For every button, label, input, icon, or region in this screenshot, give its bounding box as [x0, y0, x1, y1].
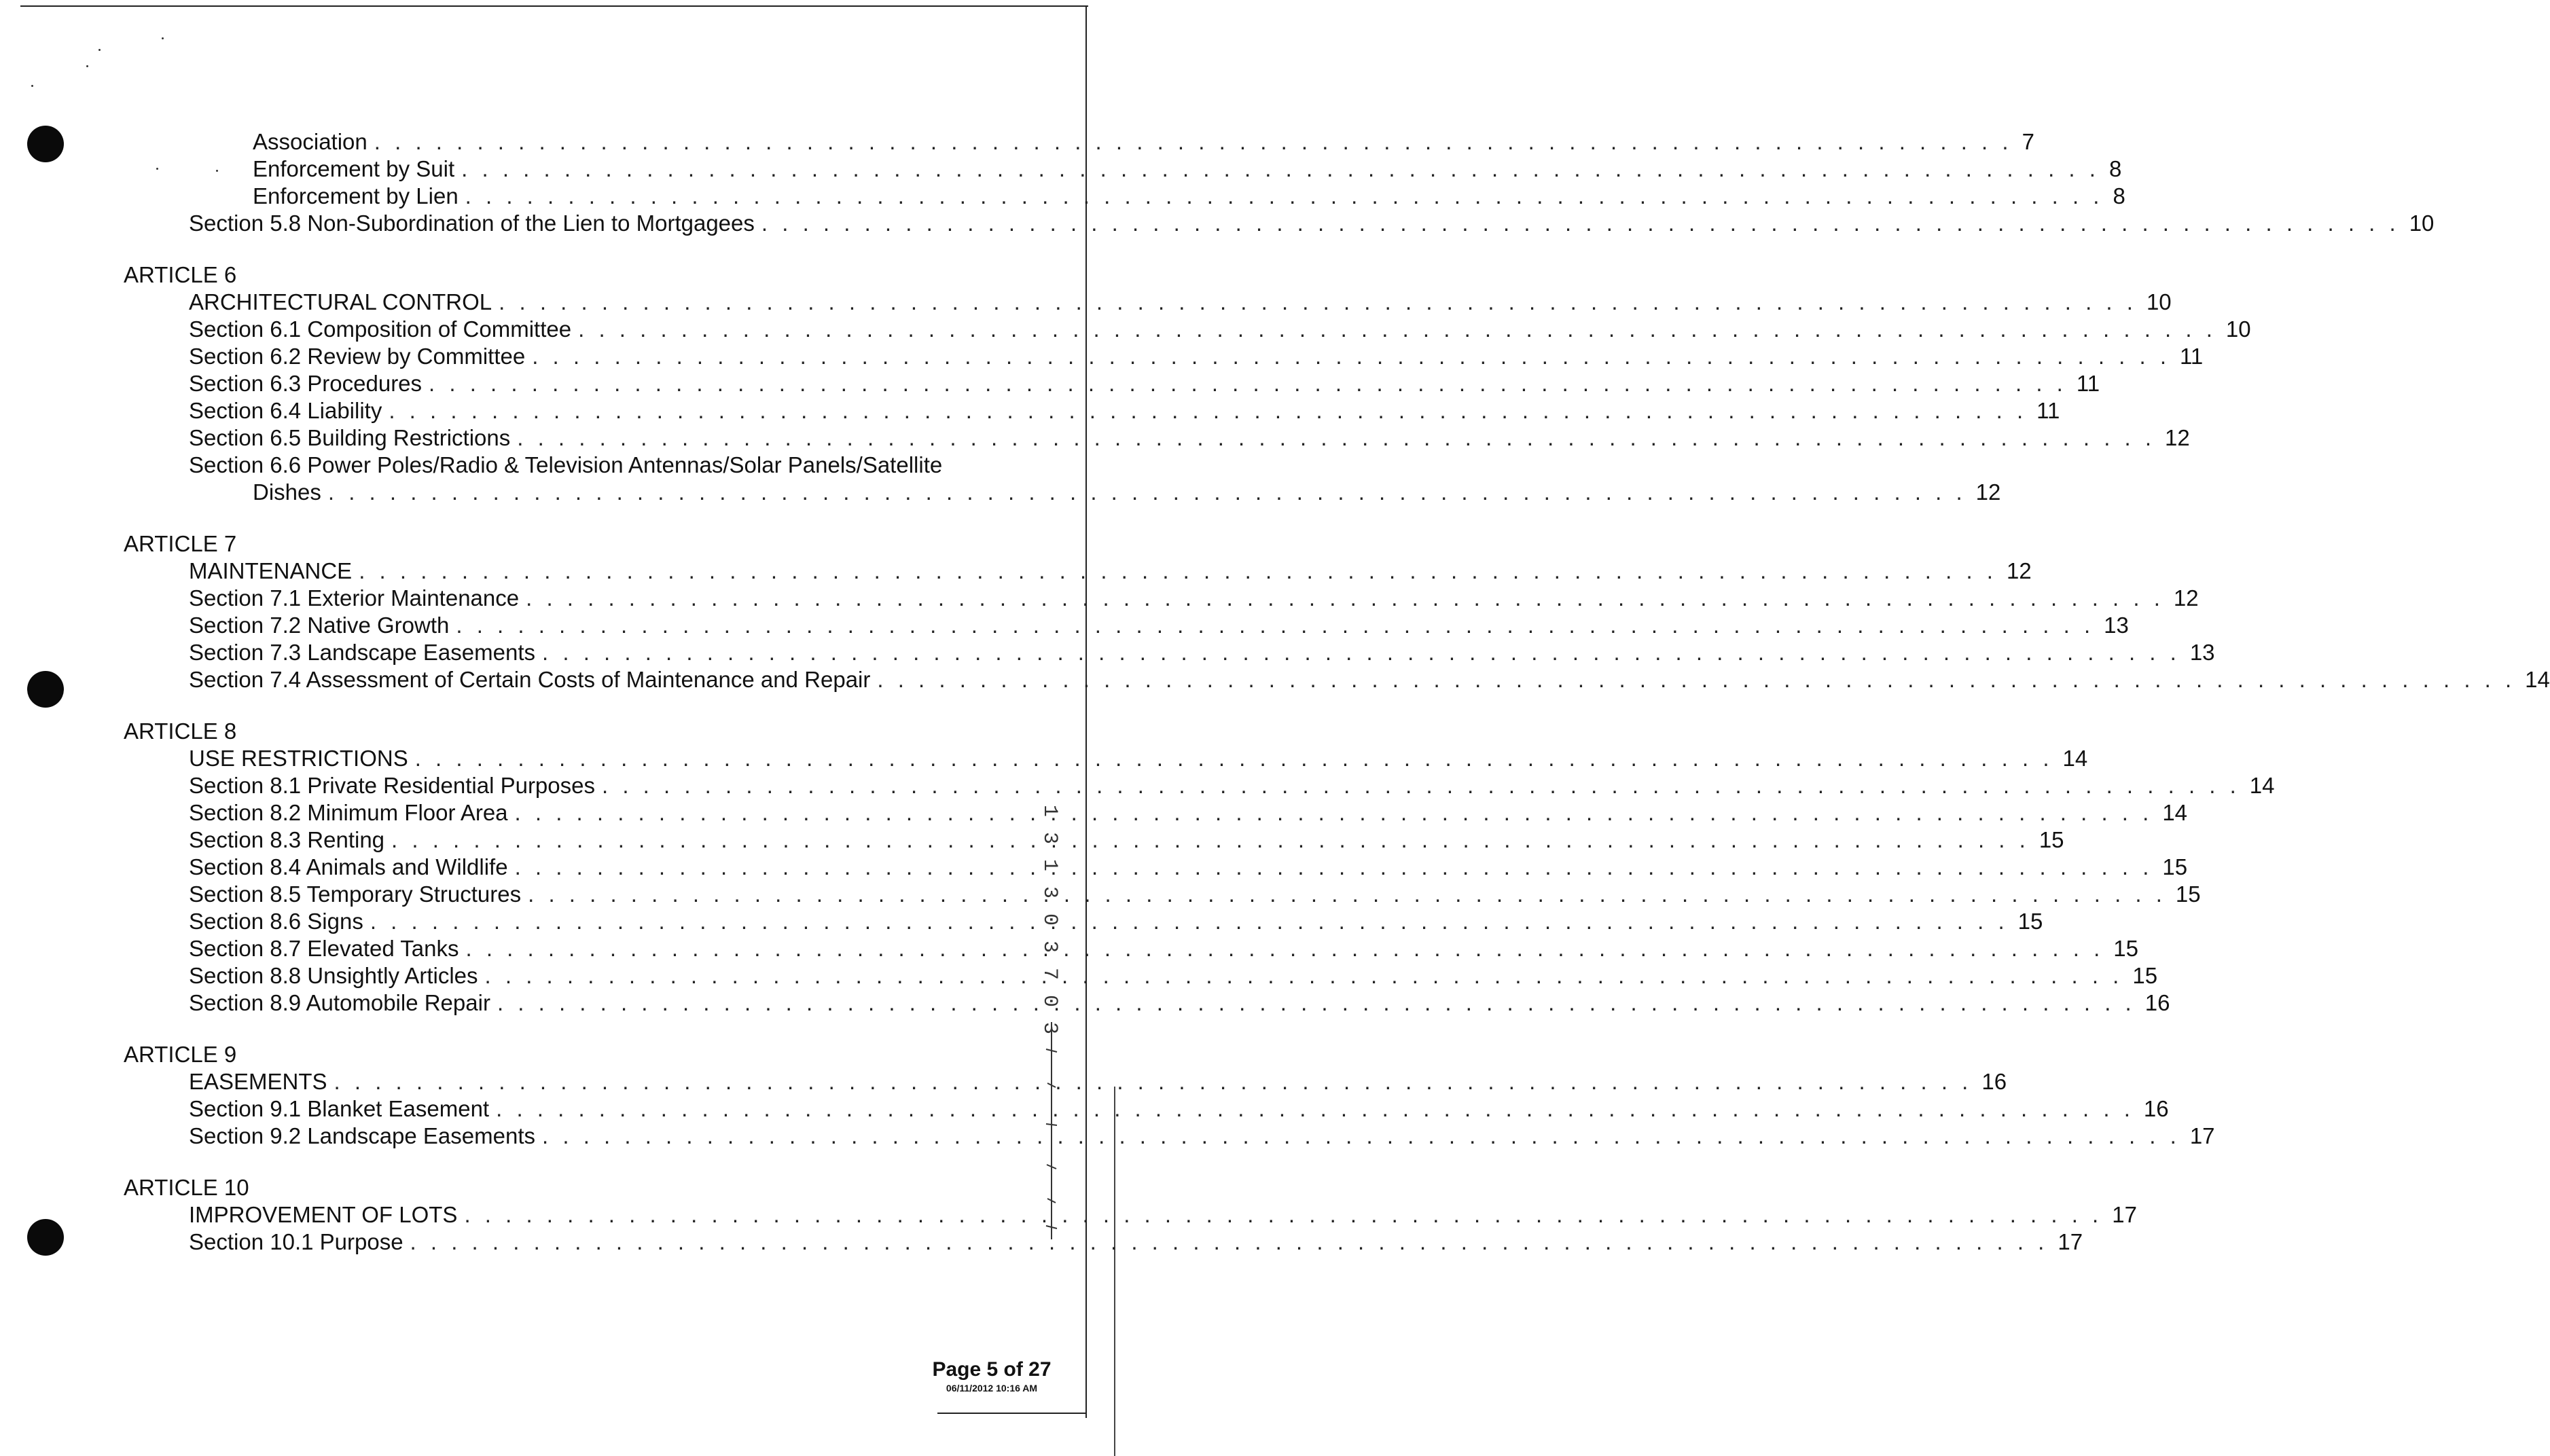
leader-dots: . . . . . . . . . . . . . . . . . . . . . . . . . . . . . . . . . . . . . . . . . . . . . . . . . . . . . . . . . . . . . . . . . . . . . . . . . . . . . . . .	[389, 398, 2028, 423]
toc-entry	[189, 211, 2435, 236]
toc-entry	[253, 479, 2001, 505]
toc-entry	[189, 936, 2138, 962]
toc-entry	[189, 963, 2158, 989]
toc-entry	[189, 316, 2251, 342]
toc-entry-title: Section 6.6 Power Poles/Radio & Television Antennas/Solar Panels/Satellite	[189, 452, 943, 477]
punch-hole-middle	[27, 671, 64, 708]
article-heading: ARTICLE 10	[124, 1175, 249, 1200]
toc-page-number: 11	[2076, 371, 2100, 396]
toc-page-number: 15	[2162, 854, 2188, 879]
toc-entry-title: Section 8.3 Renting	[189, 827, 385, 852]
toc-entry-title: Section 8.4 Animals and Wildlife	[189, 854, 508, 879]
toc-page-number: 17	[2112, 1202, 2137, 1227]
toc-page-number: 15	[2017, 909, 2043, 934]
leader-dots: . . . . . . . . . . . . . . . . . . . . . . . . . . . . . . . . . . . . . . . . . . . . . . . . . . . . . . . . . . . . . . . . . . . . . . . . . . . . . . . .	[514, 854, 2153, 879]
leader-dots: . . . . . . . . . . . . . . . . . . . . . . . . . . . . . . . . . . . . . . . . . . . . . . . . . . . . . . . . . . . . . . . . . . . . . . . . . . . . . . . .	[761, 211, 2400, 236]
leader-dots: . . . . . . . . . . . . . . . . . . . . . . . . . . . . . . . . . . . . . . . . . . . . . . . . . . . . . . . . . . . . . . . . . . . . . . . . . . . . . . . .	[461, 156, 2100, 181]
leader-dots: . . . . . . . . . . . . . . . . . . . . . . . . . . . . . . . . . . . . . . . . . . . . . . . . . . . . . . . . . . . . . . . . . . . . . . . . . . . . . . . .	[497, 990, 2136, 1015]
toc-entry	[189, 613, 2129, 638]
toc-entry-title: Association	[253, 129, 367, 154]
toc-entry	[189, 800, 2188, 826]
page-footer	[924, 1358, 1060, 1394]
toc-entry-title: Section 8.9 Automobile Repair	[189, 990, 490, 1015]
toc-entry-title: Dishes	[253, 479, 321, 505]
leader-dots: . . . . . . . . . . . . . . . . . . . . . . . . . . . . . . . . . . . . . . . . . . . . . . . . . . . . . . . . . . . . . . . . . . . . . . . . . . . . . . . .	[526, 585, 2164, 611]
toc-entry-title: MAINTENANCE	[189, 558, 353, 583]
toc-page-number: 13	[2189, 640, 2215, 665]
toc-entry-title: Section 9.1 Blanket Easement	[189, 1096, 490, 1121]
leader-dots: . . . . . . . . . . . . . . . . . . . . . . . . . . . . . . . . . . . . . . . . . . . . . . . . . . . . . . . . . . . . . . . . . . . . . . . . . . . . . . . .	[517, 425, 2156, 450]
toc-entry-title: Section 6.1 Composition of Committee	[189, 316, 572, 342]
toc-entry-title: Section 7.3 Landscape Easements	[189, 640, 536, 665]
punch-hole-top	[27, 126, 64, 162]
page-number: Page 5 of 27	[932, 1358, 1052, 1381]
toc-entry	[189, 746, 2088, 771]
toc-entry	[189, 1096, 2169, 1122]
toc-entry	[253, 183, 2125, 209]
toc-entry	[253, 129, 2034, 155]
toc-entry	[189, 773, 2275, 799]
toc-page-number: 11	[2036, 398, 2060, 423]
toc-entry	[189, 909, 2043, 934]
toc-page-number: 8	[2108, 156, 2122, 181]
leader-dots: . . . . . . . . . . . . . . . . . . . . . . . . . . . . . . . . . . . . . . . . . . . . . . . . . . . . . . . . . . . . . . . . . . . . . . . . . . . . . . . .	[484, 963, 2123, 988]
scan-speck	[216, 170, 218, 172]
leader-dots: . . . . . . . . . . . . . . . . . . . . . . . . . . . . . . . . . . . . . . . . . . . . . . . . . . . . . . . . . . . . . . . . . . . . . . . . . . . . . . . .	[465, 183, 2104, 208]
toc-page-number: 14	[2249, 773, 2275, 798]
toc-page-number: 17	[2058, 1229, 2083, 1254]
article-heading: ARTICLE 8	[124, 718, 237, 744]
leader-dots: . . . . . . . . . . . . . . . . . . . . . . . . . . . . . . . . . . . . . . . . . . . . . . . . . . . . . . . . . . . . . . . . . . . . . . . . . . . . . . . .	[532, 344, 2171, 369]
toc-entry	[189, 640, 2215, 666]
toc-page-number: 11	[2180, 344, 2204, 369]
toc-entry	[189, 344, 2204, 369]
toc-entry-title: Section 6.5 Building Restrictions	[189, 425, 511, 450]
leader-dots: . . . . . . . . . . . . . . . . . . . . . . . . . . . . . . . . . . . . . . . . . . . . . . . . . . . . . . . . . . . . . . . . . . . . . . . . . . . . . . . .	[414, 746, 2053, 771]
toc-page-number: 12	[2173, 585, 2199, 611]
side-recording-number: 1 3 1 3 0 3 7 0 3	[1038, 805, 1061, 1036]
leader-dots: . . . . . . . . . . . . . . . . . . . . . . . . . . . . . . . . . . . . . . . . . . . . . . . . . . . . . . . . . . . . . . . . . . . . . . . . . . . . . . . .	[410, 1229, 2049, 1254]
toc-entry	[189, 854, 2188, 880]
toc-entry-title: IMPROVEMENT OF LOTS	[189, 1202, 458, 1227]
scan-speck	[156, 168, 158, 170]
toc-entry	[189, 1123, 2215, 1149]
page-border-top	[20, 5, 1088, 7]
toc-entry-title: USE RESTRICTIONS	[189, 746, 408, 771]
toc-entry	[189, 558, 2032, 584]
toc-page-number: 14	[2525, 667, 2550, 692]
toc-page-number: 14	[2162, 800, 2188, 825]
punch-hole-bottom	[27, 1219, 64, 1256]
toc-entry	[189, 1069, 2007, 1095]
toc-page-number: 15	[2132, 963, 2158, 988]
toc-entry	[189, 881, 2201, 907]
leader-dots: . . . . . . . . . . . . . . . . . . . . . . . . . . . . . . . . . . . . . . . . . . . . . . . . . . . . . . . . . . . . . . . . . . . . . . . . . . . . . . . .	[496, 1096, 2134, 1121]
toc-entry	[189, 827, 2064, 853]
toc-entry-title: Section 10.1 Purpose	[189, 1229, 403, 1254]
toc-page-number: 14	[2062, 746, 2088, 771]
scan-speck	[162, 37, 164, 39]
toc-page-number: 15	[2039, 827, 2064, 852]
article-heading: ARTICLE 7	[124, 531, 237, 556]
article-heading: ARTICLE 9	[124, 1042, 237, 1067]
leader-dots: . . . . . . . . . . . . . . . . . . . . . . . . . . . . . . . . . . . . . . . . . . . . . . . . . . . . . . . . . . . . . . . . . . . . . . . . . . . . . . . .	[391, 827, 2030, 852]
toc-entry	[189, 425, 2190, 451]
toc-entry-title: Section 7.2 Native Growth	[189, 613, 450, 638]
toc-entry-title: Section 8.8 Unsightly Articles	[189, 963, 478, 988]
leader-dots: . . . . . . . . . . . . . . . . . . . . . . . . . . . . . . . . . . . . . . . . . . . . . . . . . . . . . . . . . . . . . . . . . . . . . . . . . . . . . . . .	[464, 1202, 2103, 1227]
leader-dots: . . . . . . . . . . . . . . . . . . . . . . . . . . . . . . . . . . . . . . . . . . . . . . . . . . . . . . . . . . . . . . . . . . . . . . . . . . . . . . . .	[370, 909, 2009, 934]
toc-entry	[189, 1202, 2137, 1228]
scan-speck	[86, 65, 88, 67]
toc-entry-title: ARCHITECTURAL CONTROL	[189, 289, 492, 314]
toc-entry	[189, 585, 2199, 611]
toc-page-number: 17	[2189, 1123, 2215, 1148]
toc-entry	[189, 289, 2172, 315]
toc-entry-title: Section 6.2 Review by Committee	[189, 344, 526, 369]
toc-entry-title: Section 6.3 Procedures	[189, 371, 423, 396]
page-border-bottom	[937, 1413, 1087, 1414]
article-heading: ARTICLE 6	[124, 262, 237, 287]
toc-page-number: 15	[2113, 936, 2138, 961]
toc-entry-title: EASEMENTS	[189, 1069, 327, 1094]
toc-entry-title: Section 7.4 Assessment of Certain Costs of Maintenance and Repair	[189, 667, 871, 692]
toc-entry	[189, 452, 952, 478]
toc-entry	[189, 371, 2100, 397]
leader-dots: . . . . . . . . . . . . . . . . . . . . . . . . . . . . . . . . . . . . . . . . . . . . . . . . . . . . . . . . . . . . . . . . . . . . . . . . . . . . . . . .	[429, 371, 2067, 396]
leader-dots: . . . . . . . . . . . . . . . . . . . . . . . . . . . . . . . . . . . . . . . . . . . . . . . . . . . . . . . . . . . . . . . . . . . . . . . . . . . . . . . .	[514, 800, 2153, 825]
toc-entry-title: Section 9.2 Landscape Easements	[189, 1123, 536, 1148]
toc-entry-title: Section 5.8 Non-Subordination of the Lien to Mortgagees	[189, 211, 755, 236]
toc-page-number: 10	[2225, 316, 2251, 342]
toc-page-number: 12	[2006, 558, 2032, 583]
toc-page-number: 12	[2165, 425, 2190, 450]
toc-page-number: 15	[2175, 881, 2201, 907]
toc-entry-title: Section 8.5 Temporary Structures	[189, 881, 522, 907]
toc-page-number: 16	[1981, 1069, 2007, 1094]
toc-entry-title: Section 8.7 Elevated Tanks	[189, 936, 459, 961]
leader-dots: . . . . . . . . . . . . . . . . . . . . . . . . . . . . . . . . . . . . . . . . . . . . . . . . . . . . . . . . . . . . . . . . . . . . . . . . . . . . . . . .	[465, 936, 2104, 961]
toc-entry	[189, 398, 2060, 424]
toc-entry	[189, 990, 2170, 1016]
leader-dots: . . . . . . . . . . . . . . . . . . . . . . . . . . . . . . . . . . . . . . . . . . . . . . . . . . . . . . . . . . . . . . . . . . . . . . . . . . . . . . . .	[456, 613, 2095, 638]
toc-entry	[189, 1229, 2083, 1255]
leader-dots: . . . . . . . . . . . . . . . . . . . . . . . . . . . . . . . . . . . . . . . . . . . . . . . . . . . . . . . . . . . . . . . . . . . . . . . . . . . . . . . .	[602, 773, 2240, 798]
toc-entry-title: Section 8.2 Minimum Floor Area	[189, 800, 508, 825]
leader-dots: . . . . . . . . . . . . . . . . . . . . . . . . . . . . . . . . . . . . . . . . . . . . . . . . . . . . . . . . . . . . . . . . . . . . . . . . . . . . . . . .	[327, 479, 1967, 505]
toc-entry	[189, 667, 2550, 693]
toc-page-number: 13	[2104, 613, 2129, 638]
leader-dots: . . . . . . . . . . . . . . . . . . . . . . . . . . . . . . . . . . . . . . . . . . . . . . . . . . . . . . . . . . . . . . . . . . . . . . . . . . . . . . . .	[334, 1069, 1973, 1094]
leader-dots: . . . . . . . . . . . . . . . . . . . . . . . . . . . . . . . . . . . . . . . . . . . . . . . . . . . . . . . . . . . . . . . . . . . . . . . . . . . . . . . .	[499, 289, 2137, 314]
side-handwritten-mark	[1043, 1022, 1060, 1239]
scan-speck	[31, 85, 33, 87]
toc-page-number: 10	[2409, 211, 2435, 236]
leader-dots: . . . . . . . . . . . . . . . . . . . . . . . . . . . . . . . . . . . . . . . . . . . . . . . . . . . . . . . . . . . . . . . . . . . . . . . . . . . . . . . .	[542, 1123, 2180, 1148]
toc-page-number: 16	[2144, 990, 2170, 1015]
scan-speck	[98, 49, 101, 51]
print-timestamp: 06/11/2012 10:16 AM	[946, 1383, 1038, 1394]
toc-entry	[253, 156, 2122, 182]
leader-dots: . . . . . . . . . . . . . . . . . . . . . . . . . . . . . . . . . . . . . . . . . . . . . . . . . . . . . . . . . . . . . . . . . . . . . . . . . . . . . . . .	[542, 640, 2180, 665]
toc-entry-title: Section 6.4 Liability	[189, 398, 382, 423]
toc-entry-title: Enforcement by Suit	[253, 156, 455, 181]
toc-entry-title: Enforcement by Lien	[253, 183, 459, 208]
toc-page-number: 8	[2113, 183, 2125, 208]
toc-page-number: 10	[2146, 289, 2172, 314]
toc-entry-title: Section 7.1 Exterior Maintenance	[189, 585, 520, 611]
leader-dots: . . . . . . . . . . . . . . . . . . . . . . . . . . . . . . . . . . . . . . . . . . . . . . . . . . . . . . . . . . . . . . . . . . . . . . . . . . . . . . . .	[877, 667, 2516, 692]
leader-dots: . . . . . . . . . . . . . . . . . . . . . . . . . . . . . . . . . . . . . . . . . . . . . . . . . . . . . . . . . . . . . . . . . . . . . . . . . . . . . . . .	[528, 881, 2166, 907]
toc-page-number: 7	[2022, 129, 2034, 154]
toc-entry-title: Section 8.1 Private Residential Purposes	[189, 773, 595, 798]
leader-dots: . . . . . . . . . . . . . . . . . . . . . . . . . . . . . . . . . . . . . . . . . . . . . . . . . . . . . . . . . . . . . . . . . . . . . . . . . . . . . . . .	[359, 558, 1997, 583]
leader-dots: . . . . . . . . . . . . . . . . . . . . . . . . . . . . . . . . . . . . . . . . . . . . . . . . . . . . . . . . . . . . . . . . . . . . . . . . . . . . . . . .	[578, 316, 2216, 342]
toc-page-number: 16	[2143, 1096, 2169, 1121]
leader-dots: . . . . . . . . . . . . . . . . . . . . . . . . . . . . . . . . . . . . . . . . . . . . . . . . . . . . . . . . . . . . . . . . . . . . . . . . . . . . . . . .	[374, 129, 2013, 154]
toc-entry-title: Section 8.6 Signs	[189, 909, 363, 934]
toc-page-number: 12	[1975, 479, 2001, 505]
